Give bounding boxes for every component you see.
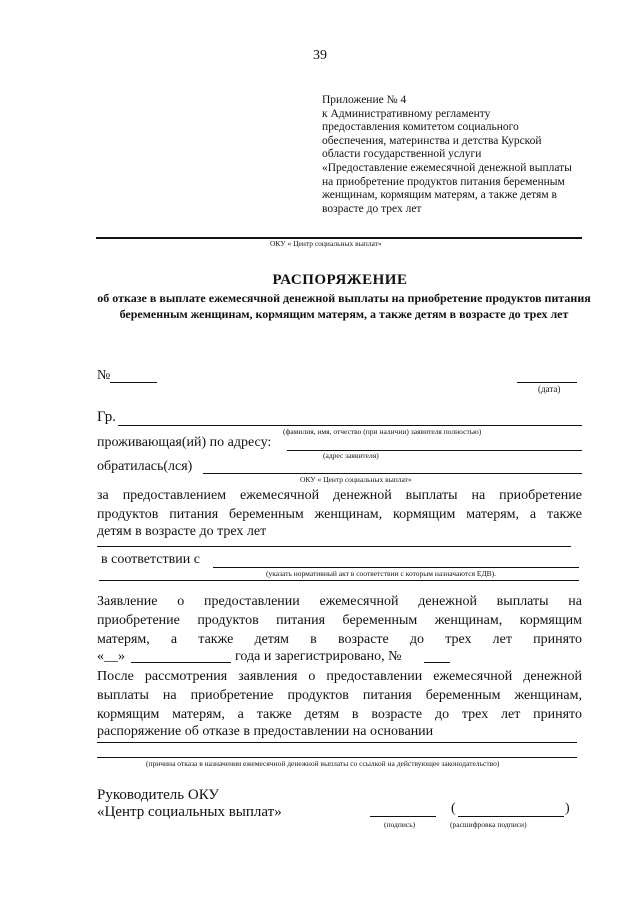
appendix-line: обеспечения, материнства и детства Курской xyxy=(322,134,542,147)
document-subtitle: об отказе в выплате ежемесячной денежной выплаты на приобретение продуктов питания беременным женщинам, кормящим матерям, а также детям в возрасте до трех лет xyxy=(97,291,591,321)
org-header-caption: ОКУ « Центр социальных выплат» xyxy=(270,239,382,248)
purpose-extra-line[interactable] xyxy=(97,546,571,547)
citizen-name-field[interactable] xyxy=(118,425,582,426)
page-number: 39 xyxy=(313,48,327,63)
date-caption: (дата) xyxy=(538,384,561,394)
signature-field[interactable] xyxy=(370,816,436,817)
purpose-line-last: детям в возрасте до трех лет xyxy=(97,524,267,539)
applied-field[interactable] xyxy=(203,473,582,474)
head-title-line2: «Центр социальных выплат» xyxy=(97,804,282,820)
statement-line: приобретение продуктов питания беременным женщинам, кормящим xyxy=(97,613,582,628)
citizen-caption: (фамилия, имя, отчество (при наличии) заявителя полностью) xyxy=(283,427,482,436)
registration-number-field[interactable] xyxy=(424,662,450,663)
decode-close-paren: ) xyxy=(565,801,570,816)
signature-caption: (подпись) xyxy=(384,820,416,829)
appendix-line: области государственной услуги xyxy=(322,148,482,161)
head-title-line1: Руководитель ОКУ xyxy=(97,787,220,803)
after-line: кормящим матерям, а также детям в возрасте до трех лет принято xyxy=(97,707,582,722)
document-title: РАСПОРЯЖЕНИЕ xyxy=(272,272,408,288)
accordance-label: в соответствии с xyxy=(101,552,200,567)
address-caption: (адрес заявителя) xyxy=(323,451,379,460)
citizen-label: Гр. xyxy=(97,409,116,425)
appendix-block xyxy=(322,94,612,216)
after-line-last: распоряжение об отказе в предоставлении на основании xyxy=(97,724,434,739)
reason-field-2[interactable] xyxy=(97,757,577,758)
accordance-field[interactable] xyxy=(213,567,579,568)
appendix-line: предоставления комитетом социального xyxy=(322,121,519,134)
date-field[interactable] xyxy=(517,382,577,383)
statement-line: матерям, а также детям в возрасте до трех лет принято xyxy=(97,632,582,647)
registered-text: года и зарегистрировано, № xyxy=(235,649,402,664)
appendix-line: Приложение № 4 xyxy=(322,94,407,106)
purpose-paragraph xyxy=(97,486,582,524)
number-label: № xyxy=(97,368,111,383)
appendix-line: к Административному регламенту xyxy=(322,107,491,120)
appendix-line: возрасте до трех лет xyxy=(322,202,422,215)
appendix-line: «Предоставление ежемесячной денежной выплаты xyxy=(322,161,572,174)
applied-label: обратилась(лся) xyxy=(97,459,193,474)
decode-caption: (расшифровка подписи) xyxy=(450,820,527,829)
appendix-line: на приобретение продуктов питания беременным xyxy=(322,175,565,188)
number-field[interactable] xyxy=(110,382,157,383)
accordance-underline xyxy=(99,580,579,581)
statement-paragraph xyxy=(97,592,582,649)
address-label: проживающая(ий) по адресу: xyxy=(97,435,272,450)
decode-field[interactable] xyxy=(458,816,564,817)
statement-line: Заявление о предоставлении ежемесячной денежной выплаты на xyxy=(97,594,582,609)
purpose-line: за предоставлением ежемесячной денежной выплаты на приобретение xyxy=(97,488,582,503)
reason-field[interactable] xyxy=(97,742,577,743)
after-line: После рассмотрения заявления о предоставлении ежемесячной денежной xyxy=(97,669,582,684)
accordance-caption: (указать нормативный акт в соответствии с которым назначаются ЕДВ). xyxy=(266,569,496,578)
appendix-line: женщинам, кормящим матерям, а также детям в xyxy=(322,189,557,202)
after-line: выплаты на приобретение продуктов питания беременным женщинам, xyxy=(97,688,582,703)
applied-caption: ОКУ « Центр социальных выплат» xyxy=(300,475,412,484)
purpose-line: продуктов питания беременным женщинам, кормящим матерям, а также xyxy=(97,507,582,522)
registered-date-field[interactable] xyxy=(131,662,231,663)
after-paragraph xyxy=(97,667,582,724)
reason-caption: (причина отказа в назначении ежемесячной денежной выплаты со ссылкой на действующее законодательство) xyxy=(146,759,500,768)
registered-day: «__» xyxy=(97,649,125,664)
decode-open-paren: ( xyxy=(451,801,456,816)
